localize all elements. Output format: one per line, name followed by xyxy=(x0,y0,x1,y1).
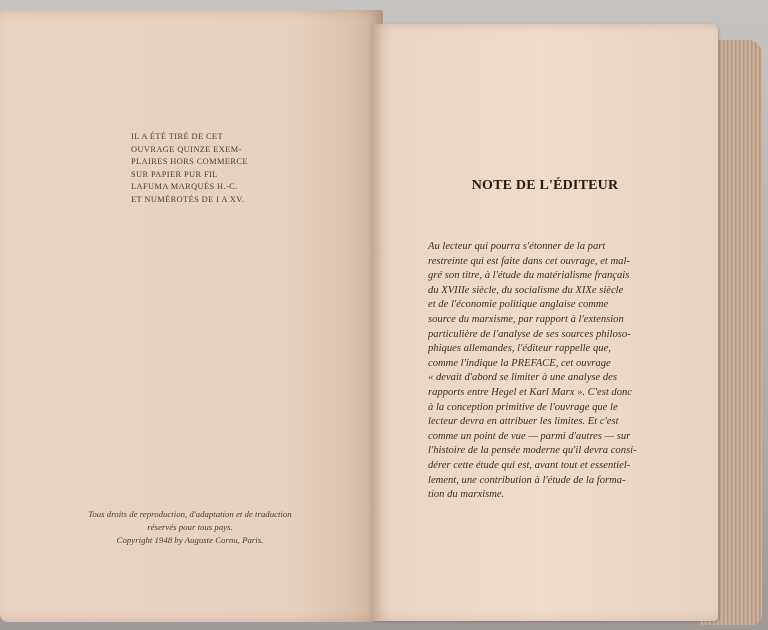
copyright-line: Copyright 1948 by Auguste Cornu, Paris. xyxy=(116,535,264,545)
note-line: particulière de l'analyse de ses sources philoso- xyxy=(428,328,631,340)
note-line: lecteur devra en attribuer les limites. Et c'est xyxy=(428,416,619,428)
print-run-line: PLAIRES HORS COMMERCE xyxy=(131,157,248,167)
note-line: tion du marxisme. xyxy=(428,489,505,501)
note-line: l'histoire de la pensée moderne qu'il devra consi- xyxy=(428,445,637,457)
rights-line: réservés pour tous pays. xyxy=(147,522,233,532)
print-run-line: SUR PAPIER PUR FIL xyxy=(131,169,218,179)
note-line: phiques allemandes, l'éditeur rappelle que, xyxy=(428,343,611,355)
note-line: dérer cette étude qui est, avant tout et essentiel- xyxy=(428,459,631,471)
print-run-line: OUVRAGE QUINZE EXEM- xyxy=(131,144,242,154)
print-run-notice xyxy=(131,131,271,207)
note-line: et de l'économie politique anglaise comme xyxy=(428,299,609,311)
print-run-line: IL A ÉTÉ TIRÉ DE CET xyxy=(131,132,223,141)
page-title: NOTE DE L'ÉDITEUR xyxy=(471,178,619,193)
note-line: lement, une contribution à l'étude de la forma- xyxy=(428,474,626,486)
note-line: restreinte qui est faite dans cet ouvrage, et mal- xyxy=(428,255,630,267)
note-line: à la conception primitive de l'ouvrage que le xyxy=(428,401,618,413)
note-line: du XVIIIe siècle, du socialisme du XIXe siècle xyxy=(428,284,624,296)
note-line: comme l'indique la PREFACE, cet ouvrage xyxy=(428,357,611,369)
print-run-line: ET NUMÉROTÉS DE I A XV. xyxy=(131,194,245,204)
note-line: rapports entre Hegel et Karl Marx ». C'est donc xyxy=(428,386,633,398)
note-line: « devait d'abord se limiter à une analyse des xyxy=(428,372,617,384)
note-line: comme un point de vue — parmi d'autres — sur xyxy=(428,430,631,442)
editor-note xyxy=(428,240,698,503)
print-run-line: LAFUMA MARQUÉS H.-C. xyxy=(131,182,238,192)
note-line: Au lecteur qui pourra s'étonner de la part xyxy=(428,241,606,252)
note-line: gré son titre, à l'étude du matérialisme français xyxy=(428,270,630,282)
rights-line: Tous droits de reproduction, d'adaptation et de traduction xyxy=(88,509,292,519)
rights-notice xyxy=(30,508,350,547)
note-line: source du marxisme, par rapport à l'extension xyxy=(428,313,624,325)
